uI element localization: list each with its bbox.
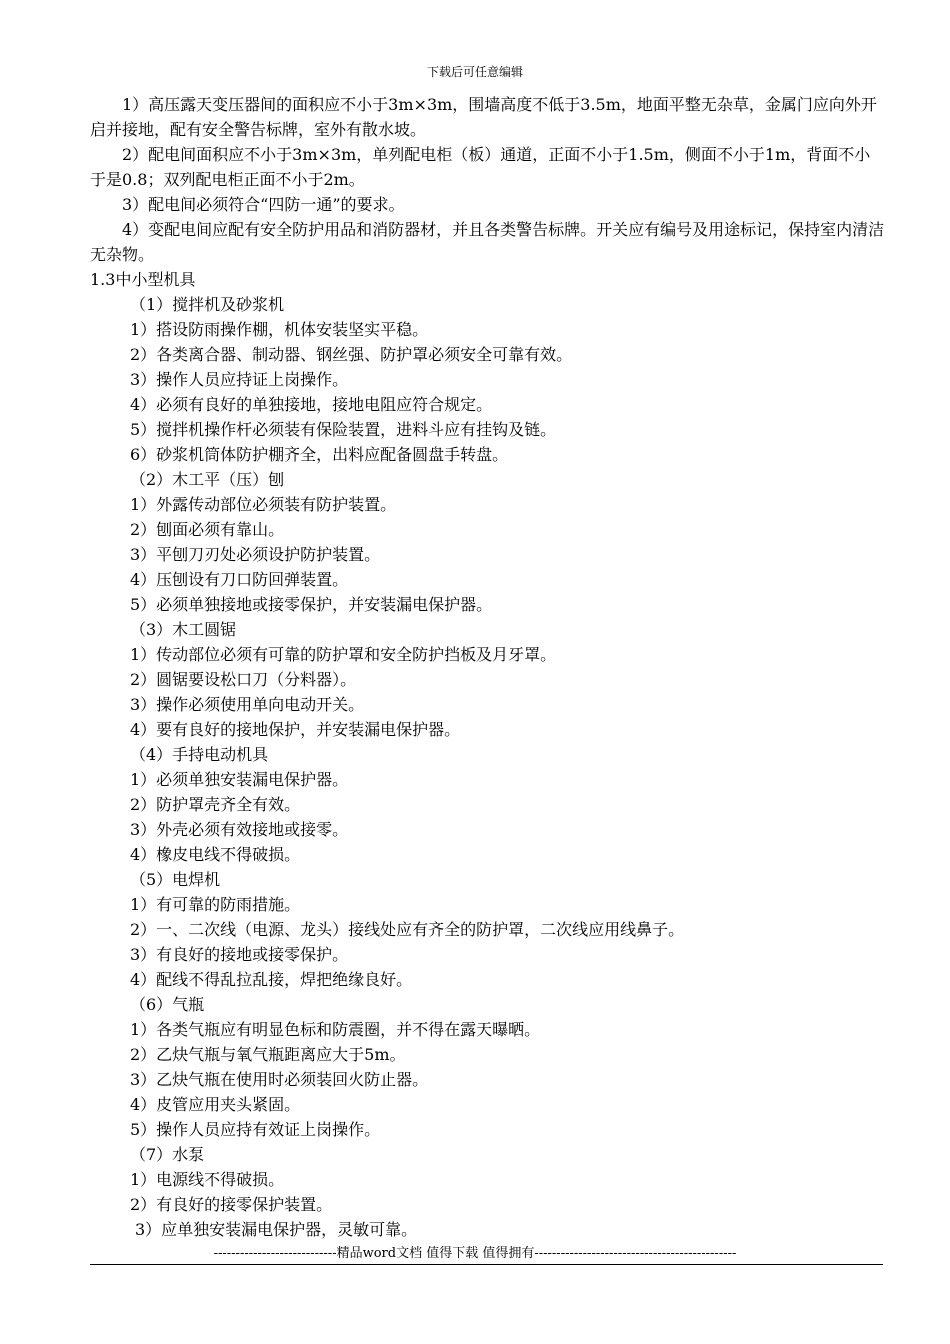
list-item: 1）电源线不得破损。 [130, 1170, 285, 1189]
list-item: 4）皮管应用夹头紧固。 [130, 1095, 301, 1114]
list-item: 3）有良好的接地或接零保护。 [130, 945, 349, 964]
list-item: 2）一、二次线（电源、龙头）接线处应有齐全的防护罩，二次线应用线鼻子。 [130, 920, 685, 939]
list-item: 3）乙炔气瓶在使用时必须装回火防止器。 [130, 1070, 429, 1089]
list-item: 2）有良好的接零保护装置。 [130, 1195, 333, 1214]
paragraph: 3）配电间必须符合“四防一通”的要求。 [122, 195, 405, 214]
list-item: 3）外壳必须有效接地或接零。 [130, 820, 349, 839]
list-item: 4）压刨设有刀口防回弹装置。 [130, 570, 349, 589]
list-item: 3）应单独安装漏电保护器，灵敏可靠。 [135, 1220, 418, 1239]
group-title: （7）水泵 [130, 1145, 205, 1164]
list-item: 1）外露传动部位必须装有防护装置。 [130, 495, 397, 514]
paragraph: 4）变配电间应配有安全防护用品和消防器材，并且各类警告标牌。开关应有编号及用途标记，保持室内清洁无杂物。 [90, 220, 885, 264]
group-title: （5）电焊机 [130, 870, 221, 889]
list-item: 3）操作人员应持证上岗操作。 [130, 370, 349, 389]
group-title: （3）木工圆锯 [130, 620, 237, 639]
list-item: 3）平刨刀刃处必须设护防护装置。 [130, 545, 381, 564]
list-item: 2）圆锯要设松口刀（分料器）。 [130, 670, 357, 689]
list-item: 5）搅拌机操作杆必须装有保险装置，进料斗应有挂钩及链。 [130, 420, 557, 439]
list-item: 2）刨面必须有靠山。 [130, 520, 285, 539]
list-item: 1）传动部位必须有可靠的防护罩和安全防护挡板及月牙罩。 [130, 645, 557, 664]
list-item: 2）防护罩壳齐全有效。 [130, 795, 301, 814]
section-title: 1.3中小型机具 [90, 270, 196, 289]
list-item: 1）有可靠的防雨措施。 [130, 895, 301, 914]
list-item: 1）搭设防雨操作棚，机体安装坚实平稳。 [130, 320, 429, 339]
list-item: 1）各类气瓶应有明显色标和防震圈，并不得在露天曝晒。 [130, 1020, 541, 1039]
page-footer: ----------------------------精品word文档 值得下载 值得拥有---------------------------------------------- [213, 1246, 737, 1261]
page-header: 下载后可任意编辑 [426, 65, 523, 79]
group-title: （1）搅拌机及砂浆机 [130, 295, 285, 314]
list-item: 4）必须有良好的单独接地，接地电阻应符合规定。 [130, 395, 493, 414]
group-title: （2）木工平（压）刨 [130, 470, 285, 489]
list-item: 6）砂浆机筒体防护棚齐全，出料应配备圆盘手转盘。 [130, 445, 509, 464]
list-item: 5）必须单独接地或接零保护，并安装漏电保护器。 [130, 595, 493, 614]
group-title: （4）手持电动机具 [130, 745, 269, 764]
list-item: 2）各类离合器、制动器、钢丝强、防护罩必须安全可靠有效。 [130, 345, 573, 364]
list-item: 3）操作必须使用单向电动开关。 [130, 695, 365, 714]
paragraph: 1）高压露天变压器间的面积应不小于3m×3m，围墙高度不低于3.5m，地面平整无杂草，金属门应向外开启并接地，配有安全警告标牌，室外有散水坡。 [90, 95, 877, 139]
list-item: 1）必须单独安装漏电保护器。 [130, 770, 349, 789]
list-item: 2）乙炔气瓶与氧气瓶距离应大于5m。 [130, 1045, 406, 1064]
footer-rule [90, 1264, 883, 1265]
list-item: 4）橡皮电线不得破损。 [130, 845, 301, 864]
paragraph: 2）配电间面积应不小于3m×3m，单列配电柜（板）通道，正面不小于1.5m，侧面不小于1m，背面不小于是0.8；双列配电柜正面不小于2m。 [90, 145, 871, 189]
group-title: （6）气瓶 [130, 995, 205, 1014]
list-item: 4）要有良好的接地保护，并安装漏电保护器。 [130, 720, 461, 739]
list-item: 4）配线不得乱拉乱接，焊把绝缘良好。 [130, 970, 413, 989]
document-body [90, 92, 885, 1242]
list-item: 5）操作人员应持有效证上岗操作。 [130, 1120, 381, 1139]
